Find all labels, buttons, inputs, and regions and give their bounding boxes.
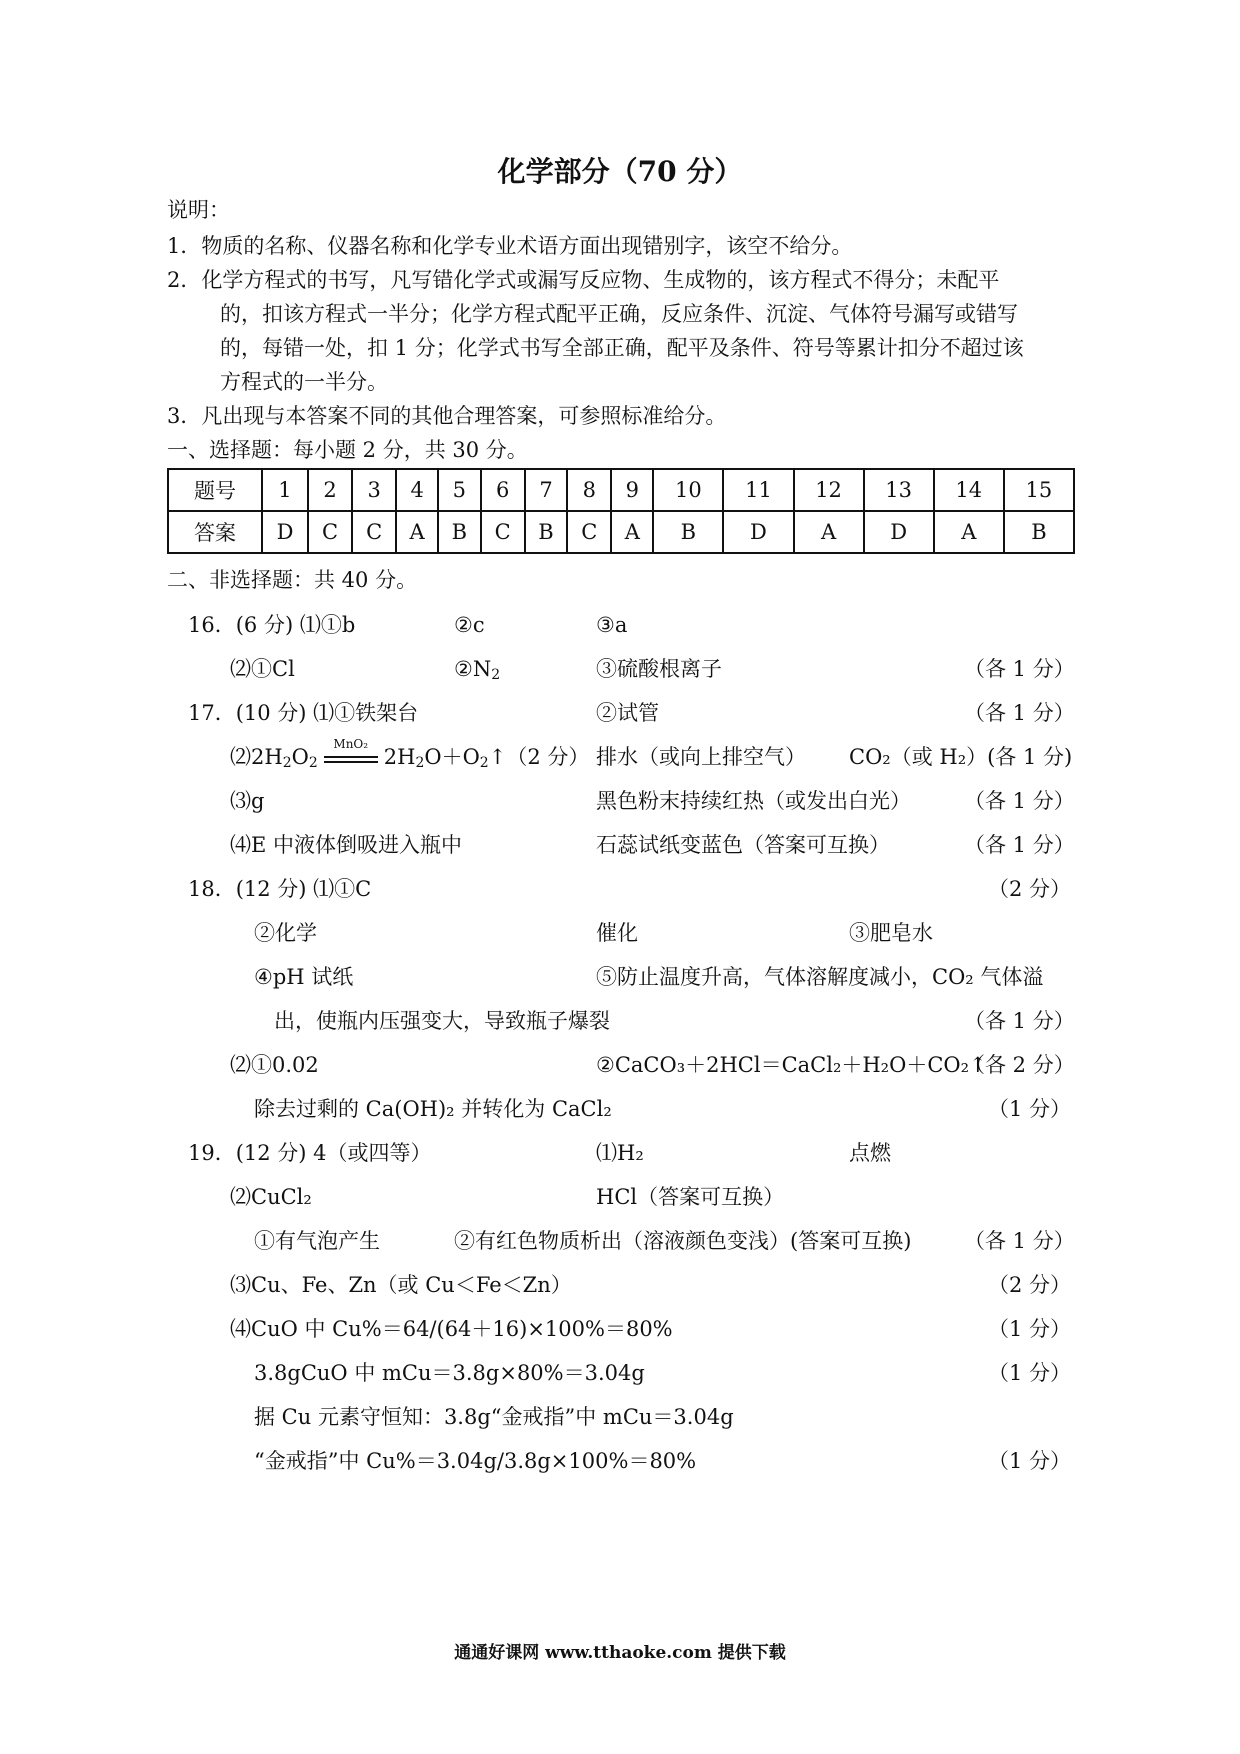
answer-table <box>167 468 1075 554</box>
table-cell-number: 5 <box>438 469 481 511</box>
q19-score3: （各 1 分） <box>964 1229 1075 1253</box>
q17-r2c3: 排水（或向上排空气） <box>596 745 806 769</box>
q17-r2c4: CO₂（或 H₂）(各 1 分) <box>849 745 1073 769</box>
table-cell-answer: B <box>525 511 568 553</box>
q18-r5c1: ⑵①0.02 <box>230 1053 319 1077</box>
q18-r2c2: 催化 <box>596 921 638 945</box>
q17-score1: （各 1 分） <box>964 701 1075 725</box>
note-1: 1．物质的名称、仪器名称和化学专业术语方面出现错别字，该空不给分。 <box>167 234 853 258</box>
q18-r3c2: ⑤防止温度升高，气体溶解度减小，CO₂ 气体溢 <box>596 965 1044 989</box>
intro-label: 说明： <box>167 198 230 222</box>
q16-c3: ③a <box>596 613 628 637</box>
table-cell-answer: B <box>1004 511 1074 553</box>
q19-r3c1: ①有气泡产生 <box>254 1229 380 1253</box>
page-title: 化学部分（70 分） <box>497 155 743 188</box>
q18-score6: （1 分） <box>988 1097 1072 1121</box>
q19-score5: （1 分） <box>988 1317 1072 1341</box>
q19-score4: （2 分） <box>988 1273 1072 1297</box>
table-cell-answer: C <box>308 511 352 553</box>
q18-r2c1: ②化学 <box>254 921 317 945</box>
table-cell-answer: B <box>438 511 481 553</box>
table-cell-answer: C <box>352 511 396 553</box>
q19-r7c1: 据 Cu 元素守恒知：3.8g“金戒指”中 mCu＝3.04g <box>254 1405 734 1429</box>
q17-c3: ②试管 <box>596 701 659 725</box>
footer-source: 通通好课网 www.tthaoke.com 提供下载 <box>454 1643 786 1663</box>
note-2-cont-1: 的，扣该方程式一半分；化学方程式配平正确，反应条件、沉淀、气体符号漏写或错写 <box>220 302 1018 326</box>
q18-head: 18．(12 分) ⑴①C <box>188 877 372 901</box>
note-2-cont-2: 的，每错一处，扣 1 分；化学式书写全部正确，配平及条件、符号等累计扣分不超过该 <box>220 336 1024 360</box>
q19-c3: 点燃 <box>849 1141 891 1165</box>
table-cell-answer: D <box>864 511 934 553</box>
table-cell-number: 3 <box>352 469 396 511</box>
q16-r2c2: $②N_2$ <box>454 657 501 683</box>
q16-head: 16．(6 分) ⑴①b <box>188 613 356 637</box>
table-cell-answer: A <box>794 511 864 553</box>
table-cell-number: 10 <box>653 469 723 511</box>
section-2-heading: 二、非选择题：共 40 分。 <box>167 568 418 592</box>
q17-r3c3: 黑色粉末持续红热（或发出白光） <box>596 789 911 813</box>
q18-score1: （2 分） <box>988 877 1072 901</box>
q17-head: 17．(10 分) ⑴①铁架台 <box>188 701 419 725</box>
q19-r8c1: “金戒指”中 Cu%＝3.04g/3.8g×100%＝80% <box>254 1449 697 1473</box>
table-head-number: 题号 <box>168 469 262 511</box>
q17-r4c1: ⑷E 中液体倒吸进入瓶中 <box>230 833 463 857</box>
table-cell-answer: D <box>262 511 308 553</box>
q18-r6c1: 除去过剩的 Ca(OH)₂ 并转化为 CaCl₂ <box>254 1097 612 1121</box>
table-row-numbers <box>168 469 1074 511</box>
table-cell-number: 12 <box>794 469 864 511</box>
q17-score4: （各 1 分） <box>964 833 1075 857</box>
q19-head: 19．(12 分) 4（或四等） <box>188 1141 432 1165</box>
q19-score8: （1 分） <box>988 1449 1072 1473</box>
q19-r2c2: HCl（答案可互换） <box>596 1185 785 1209</box>
table-cell-number: 2 <box>308 469 352 511</box>
q19-r3c2: ②有红色物质析出（溶液颜色变浅）(答案可互换) <box>454 1229 912 1253</box>
q16-score: （各 1 分） <box>964 657 1075 681</box>
q17-r4c3: 石蕊试纸变蓝色（答案可互换） <box>596 833 890 857</box>
table-cell-answer: C <box>481 511 525 553</box>
table-cell-number: 8 <box>567 469 611 511</box>
q18-r3c1: ④pH 试纸 <box>254 965 354 989</box>
table-cell-answer: D <box>723 511 793 553</box>
reaction-condition: MnO₂ <box>324 750 378 768</box>
table-cell-number: 7 <box>525 469 568 511</box>
table-cell-number: 1 <box>262 469 308 511</box>
note-3: 3．凡出现与本答案不同的其他合理答案，可参照标准给分。 <box>167 404 727 428</box>
q18-r2c3: ③肥皂水 <box>849 921 933 945</box>
table-cell-number: 11 <box>723 469 793 511</box>
table-cell-answer: A <box>934 511 1004 553</box>
table-cell-number: 9 <box>611 469 653 511</box>
q18-score5: （各 2 分） <box>964 1053 1075 1077</box>
q19-score6: （1 分） <box>988 1361 1072 1385</box>
table-cell-number: 14 <box>934 469 1004 511</box>
table-head-answer: 答案 <box>168 511 262 553</box>
q18-score4: （各 1 分） <box>964 1009 1075 1033</box>
table-cell-answer: A <box>611 511 653 553</box>
q17-r3c1: ⑶g <box>230 789 265 813</box>
table-cell-number: 15 <box>1004 469 1074 511</box>
table-row-answers <box>168 511 1074 553</box>
q18-r5c2: ②CaCO₃＋2HCl＝CaCl₂＋H₂O＋CO₂↑ <box>596 1053 987 1077</box>
q18-r4c1: 出，使瓶内压强变大，导致瓶子爆裂 <box>274 1009 610 1033</box>
q16-r2c1: ⑵①Cl <box>230 657 295 681</box>
q16-r2c3: ③硫酸根离子 <box>596 657 722 681</box>
q16-c2: ②c <box>454 613 485 637</box>
table-cell-number: 4 <box>396 469 438 511</box>
table-cell-answer: A <box>396 511 438 553</box>
table-cell-number: 13 <box>864 469 934 511</box>
section-1-heading: 一、选择题：每小题 2 分，共 30 分。 <box>167 438 528 462</box>
table-cell-answer: C <box>567 511 611 553</box>
q17-score3: （各 1 分） <box>964 789 1075 813</box>
q19-r6c1: 3.8gCuO 中 mCu＝3.8g×80%＝3.04g <box>254 1361 645 1385</box>
q17-equation: $⑵2H_2O_2$ MnO₂ $2H_2O+O_2↑(2$ 分） <box>230 736 590 771</box>
note-2: 2．化学方程式的书写，凡写错化学式或漏写反应物、生成物的，该方程式不得分；未配平 <box>167 268 1000 292</box>
note-2-cont-3: 方程式的一半分。 <box>220 370 388 394</box>
table-cell-number: 6 <box>481 469 525 511</box>
table-cell-answer: B <box>653 511 723 553</box>
q19-r5c1: ⑷CuO 中 Cu%＝64/(64＋16)×100%＝80% <box>230 1317 673 1341</box>
q19-r4c1: ⑶Cu、Fe、Zn（或 Cu＜Fe＜Zn） <box>230 1273 572 1297</box>
q19-c2: ⑴H₂ <box>596 1141 644 1165</box>
q19-r2c1: ⑵CuCl₂ <box>230 1185 312 1209</box>
